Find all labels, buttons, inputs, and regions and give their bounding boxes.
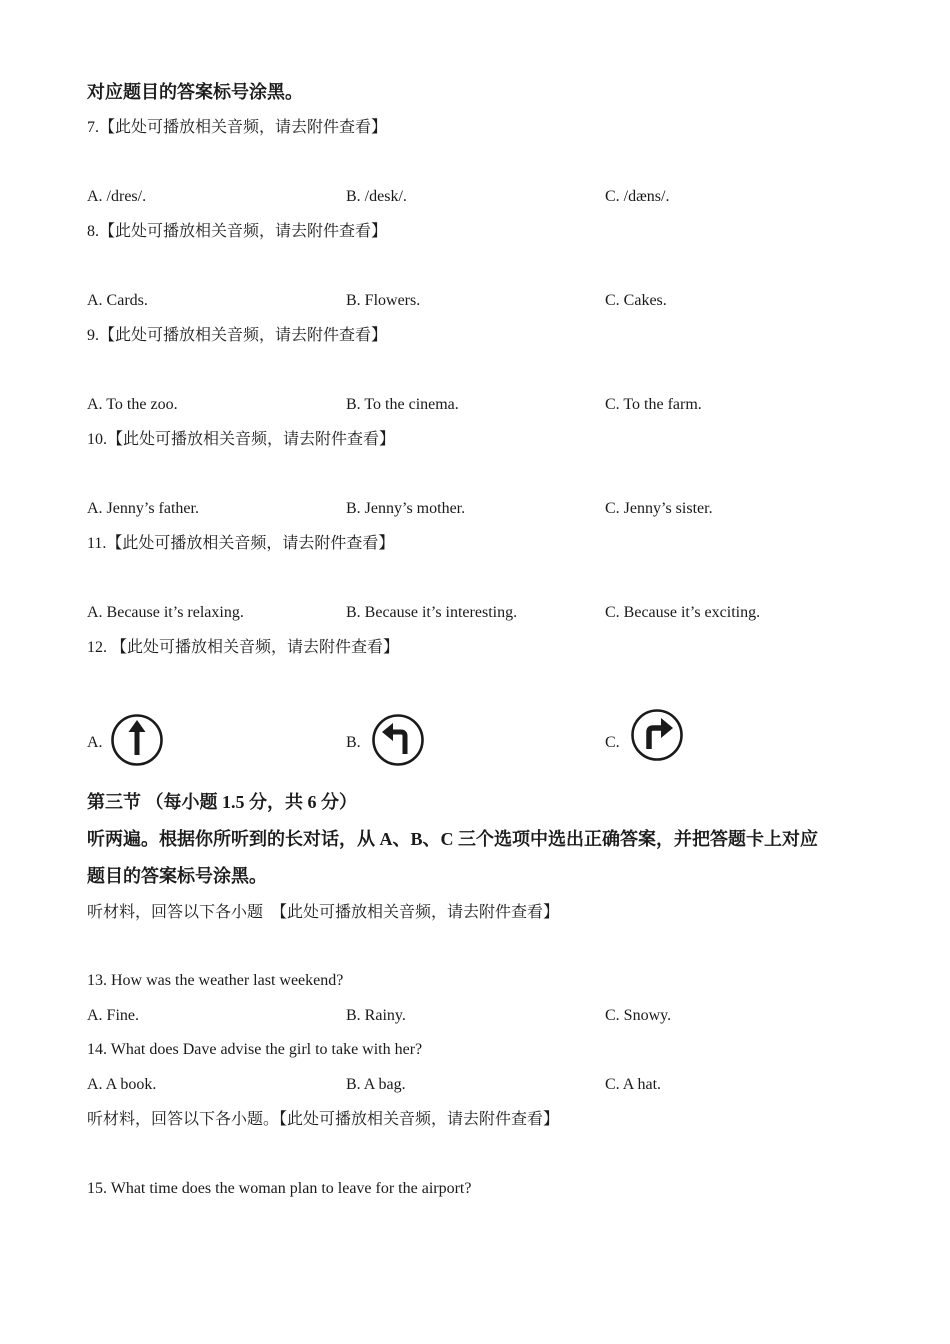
q12-option-b: B. [346, 734, 361, 751]
q14-option-a: A. A book. [87, 1076, 157, 1093]
question-15-label: 15. What time does the woman plan to leave for the airport? [87, 1180, 472, 1197]
q11-option-c: C. Because it’s exciting. [605, 604, 761, 621]
q8-option-c: C. Cakes. [605, 292, 667, 309]
question-12-label: 12. 【此处可播放相关音频，请去附件查看】 [87, 639, 400, 656]
question-11-label: 11.【此处可播放相关音频，请去附件查看】 [87, 535, 395, 552]
q10-option-b: B. Jenny’s mother. [346, 500, 466, 517]
q14-option-c: C. A hat. [605, 1076, 662, 1093]
q12-option-a: A. [87, 734, 103, 751]
q10-option-a: A. Jenny’s father. [87, 500, 199, 517]
q9-option-a: A. To the zoo. [87, 396, 178, 413]
question-8-label: 8.【此处可播放相关音频，请去附件查看】 [87, 223, 388, 240]
section-3-title: 第三节 （每小题 1.5 分，共 6 分） [87, 792, 357, 812]
q13-option-b: B. Rainy. [346, 1007, 406, 1024]
section-3-instructions-line-2: 题目的答案标号涂黑。 [87, 866, 267, 886]
arrow-turn-right-sign-icon [629, 707, 685, 763]
question-7-label: 7.【此处可播放相关音频，请去附件查看】 [87, 119, 388, 136]
listening-material-2: 听材料，回答以下各小题。【此处可播放相关音频，请去附件查看】 [87, 1111, 560, 1128]
question-14-label: 14. What does Dave advise the girl to take with her? [87, 1041, 423, 1058]
q9-option-b: B. To the cinema. [346, 396, 459, 413]
q13-option-a: A. Fine. [87, 1007, 139, 1024]
q8-option-a: A. Cards. [87, 292, 148, 309]
q12-option-c: C. [605, 734, 620, 751]
q14-option-b: B. A bag. [346, 1076, 406, 1093]
question-13-label: 13. How was the weather last weekend? [87, 972, 344, 989]
question-9-label: 9.【此处可播放相关音频，请去附件查看】 [87, 327, 388, 344]
listening-material-1: 听材料，回答以下各小题 【此处可播放相关音频，请去附件查看】 [87, 904, 560, 921]
q8-option-b: B. Flowers. [346, 292, 421, 309]
q7-option-a: A. /dres/. [87, 188, 147, 205]
q9-option-c: C. To the farm. [605, 396, 702, 413]
q11-option-b: B. Because it’s interesting. [346, 604, 518, 621]
q10-option-c: C. Jenny’s sister. [605, 500, 713, 517]
intro-tail: 对应题目的答案标号涂黑。 [87, 82, 303, 102]
arrow-turn-left-sign-icon [370, 712, 426, 768]
q11-option-a: A. Because it’s relaxing. [87, 604, 244, 621]
q7-option-c: C. /dæns/. [605, 188, 670, 205]
q7-option-b: B. /desk/. [346, 188, 407, 205]
question-10-label: 10.【此处可播放相关音频，请去附件查看】 [87, 431, 396, 448]
arrow-straight-up-sign-icon [110, 712, 164, 768]
section-3-instructions-line-1: 听两遍。根据你所听到的长对话，从 A、B、C 三个选项中选出正确答案，并把答题卡上对应 [87, 829, 818, 849]
q13-option-c: C. Snowy. [605, 1007, 672, 1024]
